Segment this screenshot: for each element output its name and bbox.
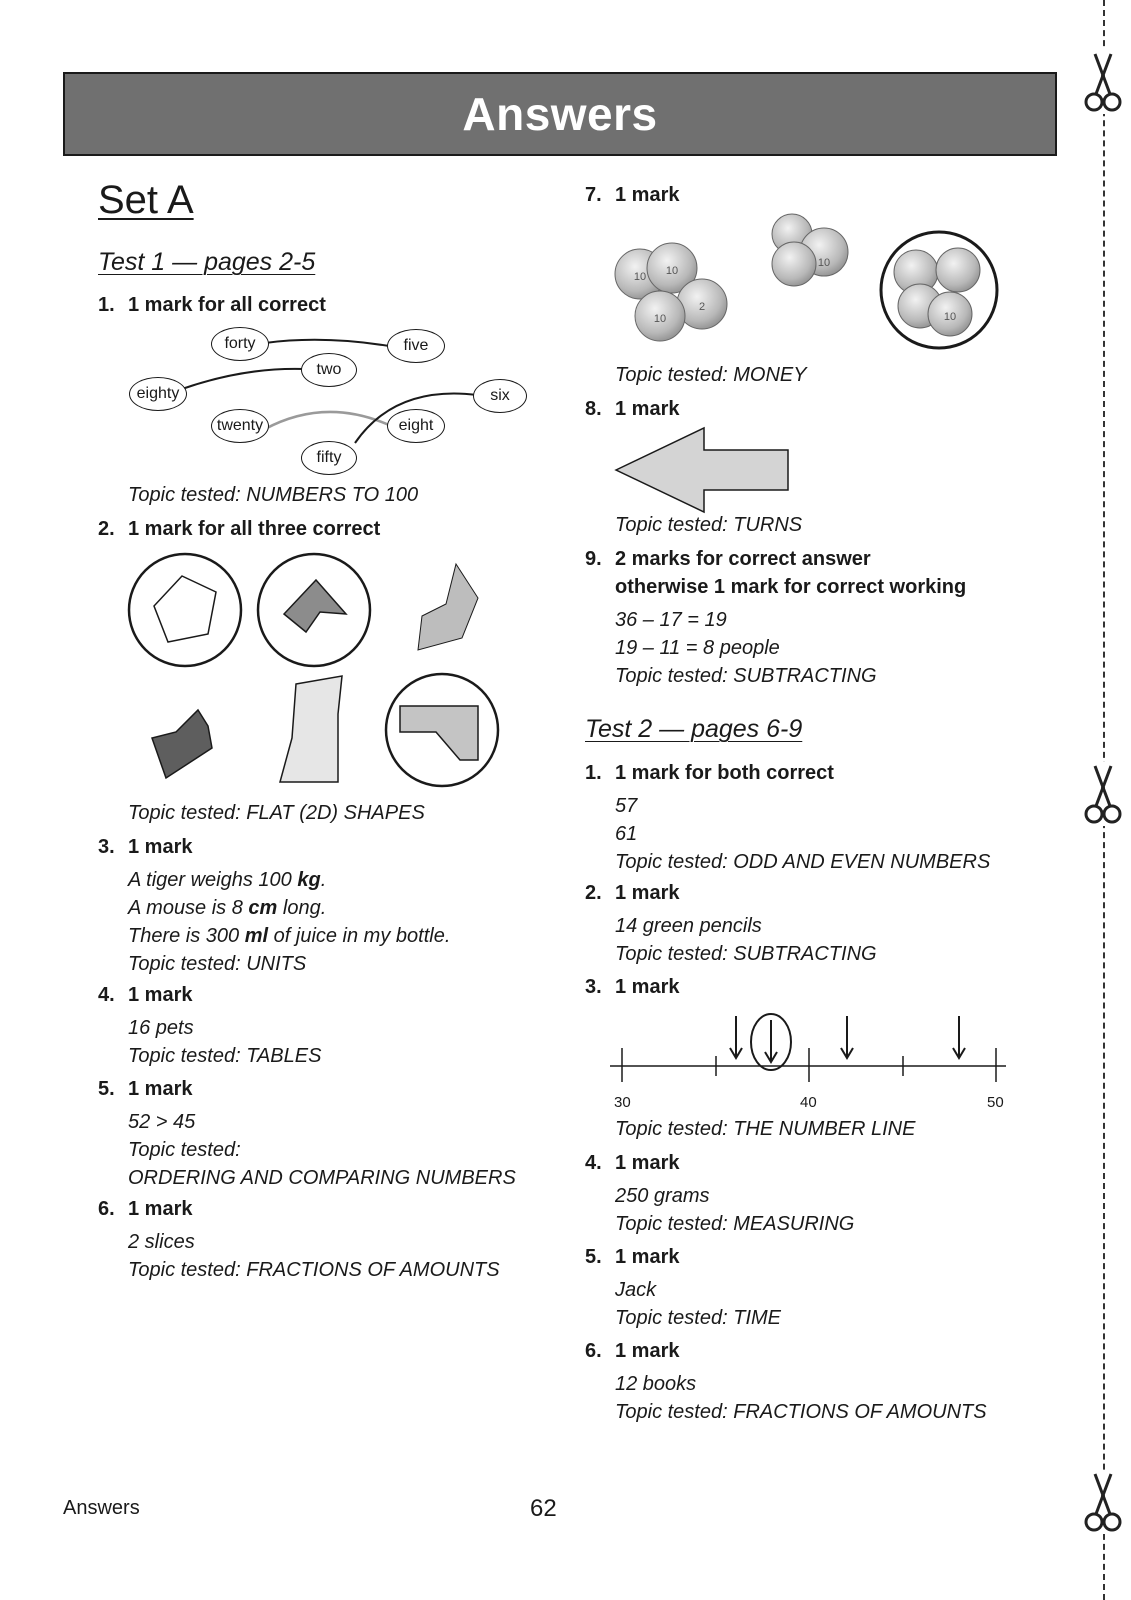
question-number: 4. [585, 1152, 602, 1174]
number-line-label: 50 [987, 1094, 1004, 1111]
coin-label: 10 [653, 313, 667, 325]
coin [936, 248, 980, 292]
t1-q9-heading [585, 548, 871, 571]
topic-line: Topic tested: TIME [615, 1307, 781, 1329]
coin-label: 10 [665, 265, 679, 277]
mark-text: 1 mark [615, 398, 680, 420]
word-bubble: five [387, 329, 445, 363]
down-arrow-icon [765, 1020, 777, 1062]
word-bubble: two [301, 353, 357, 387]
mark-text: 1 mark [128, 984, 193, 1006]
page-title: Answers [462, 88, 658, 140]
t1-q2-topic: Topic tested: FLAT (2D) SHAPES [128, 802, 425, 824]
question-number: 4. [98, 984, 115, 1006]
number-words-diagram [125, 325, 535, 485]
t2-q3-topic: Topic tested: THE NUMBER LINE [615, 1118, 916, 1140]
t1-q5-answer [128, 1108, 516, 1192]
mark-text: 1 mark for both correct [615, 762, 834, 784]
mark-text: 1 mark [615, 976, 680, 998]
t2-q5-heading [585, 1246, 680, 1269]
t1-q6-heading [98, 1198, 193, 1221]
topic-line: Topic tested: SUBTRACTING [615, 943, 877, 965]
coin-label: 10 [943, 311, 957, 323]
mark-text: 1 mark for all three correct [128, 518, 381, 540]
mark-text: 1 mark [615, 882, 680, 904]
answer-line: 61 [615, 823, 638, 845]
t1-q6-answer [128, 1228, 500, 1284]
answer-line: A tiger weighs 100 kg. [128, 869, 327, 891]
answer-line: 57 [615, 795, 638, 817]
word-bubble: twenty [211, 409, 269, 443]
number-line [610, 1010, 1010, 1090]
coins-diagram [610, 208, 1010, 358]
topic-line: Topic tested: [128, 1139, 241, 1161]
t1-q8-topic: Topic tested: TURNS [615, 514, 803, 536]
t2-q1-heading [585, 762, 834, 785]
word-bubble: fifty [301, 441, 357, 475]
header-banner [63, 72, 1057, 156]
question-number: 9. [585, 548, 602, 570]
footer-label: Answers [63, 1497, 140, 1519]
working-line: 36 – 17 = 19 [615, 609, 727, 631]
question-number: 8. [585, 398, 602, 420]
topic-line: ORDERING AND COMPARING NUMBERS [128, 1167, 516, 1189]
t1-q7-heading [585, 184, 680, 207]
t1-q1-topic: Topic tested: NUMBERS TO 100 [128, 484, 419, 506]
t2-q3-heading [585, 976, 680, 999]
question-number: 1. [98, 294, 115, 316]
topic-line: Topic tested: UNITS [128, 953, 307, 975]
answer-line: A mouse is 8 cm long. [128, 897, 327, 919]
working-line: 19 – 11 = 8 people [615, 637, 780, 659]
mark-text: 1 mark [128, 836, 193, 858]
mark-text: 1 mark for all correct [128, 294, 326, 316]
word-bubble: eight [387, 409, 445, 443]
down-arrow-icon [841, 1016, 853, 1058]
answer-line: 250 grams [615, 1185, 710, 1207]
topic-line: Topic tested: FRACTIONS OF AMOUNTS [615, 1401, 987, 1423]
t2-q6-answer [615, 1370, 987, 1426]
question-number: 3. [98, 836, 115, 858]
question-number: 6. [98, 1198, 115, 1220]
answer-line: 52 > 45 [128, 1111, 196, 1133]
topic-line: Topic tested: ODD AND EVEN NUMBERS [615, 851, 991, 873]
mark-text: 1 mark [615, 1246, 680, 1268]
test2-title: Test 2 — pages 6-9 [585, 715, 803, 743]
mark-text: 1 mark [128, 1198, 193, 1220]
topic-line: Topic tested: FRACTIONS OF AMOUNTS [128, 1259, 500, 1281]
t1-q9-answer [615, 606, 877, 690]
down-arrow-icon [730, 1016, 742, 1058]
down-arrow-icon [953, 1016, 965, 1058]
light-shape [280, 676, 342, 782]
topic-line: Topic tested: TABLES [128, 1045, 322, 1067]
word-bubble: forty [211, 327, 269, 361]
answer-line: 12 books [615, 1373, 697, 1395]
t1-q4-answer [128, 1014, 321, 1070]
t1-q3-answer [128, 866, 450, 978]
mark-text: 2 marks for correct answer [615, 548, 871, 570]
coin-label: 10 [633, 271, 647, 283]
t1-q4-heading [98, 984, 193, 1007]
test1-title: Test 1 — pages 2-5 [98, 248, 316, 276]
number-line-label: 30 [614, 1094, 631, 1111]
set-title: Set A [98, 178, 194, 222]
question-number: 2. [98, 518, 115, 540]
coin-label: 2 [698, 301, 706, 313]
question-number: 3. [585, 976, 602, 998]
t2-q5-answer [615, 1276, 781, 1332]
mark-text: 1 mark [615, 184, 680, 206]
t1-q3-heading [98, 836, 193, 859]
coin-label: 10 [817, 257, 831, 269]
question-number: 2. [585, 882, 602, 904]
mark-text: 1 mark [615, 1152, 680, 1174]
hexagon-shape [418, 564, 478, 650]
word-bubble: eighty [129, 377, 187, 411]
answer-line: 14 green pencils [615, 915, 762, 937]
t2-q6-heading [585, 1340, 680, 1363]
t2-q2-answer [615, 912, 877, 968]
topic-line: Topic tested: MEASURING [615, 1213, 855, 1235]
answer-line: There is 300 ml of juice in my bottle. [128, 925, 451, 947]
number-line-label: 40 [800, 1094, 817, 1111]
left-arrow-icon [612, 426, 796, 514]
question-number: 1. [585, 762, 602, 784]
scissors-icon [1083, 762, 1123, 826]
page-number: 62 [530, 1495, 557, 1522]
t2-q1-answer [615, 792, 990, 876]
answer-line: 16 pets [128, 1017, 194, 1039]
shapes-diagram [120, 546, 520, 796]
t1-q5-heading [98, 1078, 193, 1101]
t1-q2-heading [98, 518, 380, 541]
t1-q1-heading [98, 294, 326, 317]
t2-q4-answer [615, 1182, 854, 1238]
answer-line: Jack [615, 1279, 657, 1301]
coin [772, 242, 816, 286]
t2-q2-heading [585, 882, 680, 905]
question-number: 5. [98, 1078, 115, 1100]
dark-shape [152, 710, 212, 778]
word-bubble: six [473, 379, 527, 413]
question-number: 5. [585, 1246, 602, 1268]
mark-text: 1 mark [615, 1340, 680, 1362]
t1-q9-subheading: otherwise 1 mark for correct working [615, 576, 967, 598]
topic-line: Topic tested: SUBTRACTING [615, 665, 877, 687]
t2-q4-heading [585, 1152, 680, 1175]
t1-q8-heading [585, 398, 680, 421]
scissors-icon [1083, 1470, 1123, 1534]
question-number: 6. [585, 1340, 602, 1362]
t1-q7-topic: Topic tested: MONEY [615, 364, 807, 386]
scissors-icon [1083, 50, 1123, 114]
mark-text: 1 mark [128, 1078, 193, 1100]
answer-line: 2 slices [128, 1231, 195, 1253]
question-number: 7. [585, 184, 602, 206]
